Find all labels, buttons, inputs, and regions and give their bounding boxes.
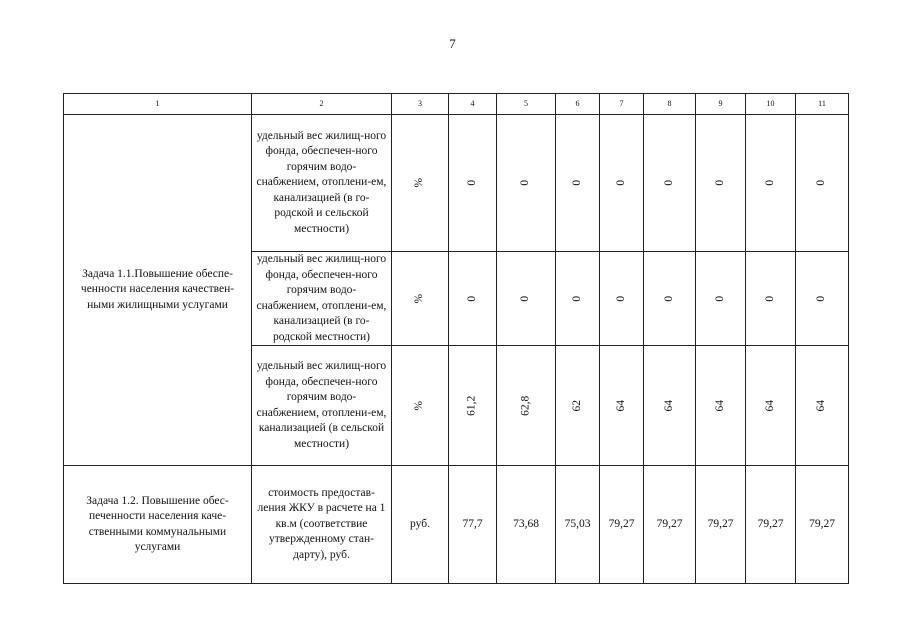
value-text: 0: [815, 295, 828, 302]
value-cell: 79,27: [696, 466, 746, 584]
value-cell: [796, 346, 849, 466]
value-text: 0: [815, 180, 828, 186]
value-cell: [746, 346, 796, 466]
value-cell: [644, 346, 696, 466]
value-cell: [497, 115, 556, 252]
value-cell: [449, 115, 497, 252]
header-cell: 4: [449, 94, 497, 115]
value-cell: [497, 252, 556, 346]
task-1-1-label: Задача 1.1.Повышение обеспе-ченности населения качествен-ными жилищными услугами: [64, 115, 252, 466]
unit-text: %: [413, 178, 426, 188]
value-text: 0: [519, 295, 532, 302]
value-text: 0: [662, 180, 675, 186]
unit-text: %: [413, 293, 426, 304]
value-cell: [449, 252, 497, 346]
value-cell: 79,27: [600, 466, 644, 584]
value-cell: [644, 115, 696, 252]
value-cell: 73,68: [497, 466, 556, 584]
value-cell: [696, 115, 746, 252]
value-cell: [796, 252, 849, 346]
value-text: 0: [519, 180, 532, 186]
value-text: 0: [614, 180, 627, 186]
header-cell: 10: [746, 94, 796, 115]
indicator-cell: удельный вес жилищ-ного фонда, обеспечен-ного горячим водо-снабжением, отоплени-ем, канализацией (в го-родской и сельской местности): [252, 115, 392, 252]
value-text: 61,2: [465, 395, 478, 416]
header-cell: 8: [644, 94, 696, 115]
value-cell: [746, 252, 796, 346]
table-row: [64, 466, 849, 584]
value-text: 64: [763, 399, 776, 412]
indicator-cell: удельный вес жилищ-ного фонда, обеспечен-ного горячим водо-снабжением, отоплени-ем, канализацией (в сельской местности): [252, 346, 392, 466]
value-cell: 79,27: [746, 466, 796, 584]
value-text: 0: [570, 295, 583, 302]
unit-cell: руб.: [392, 466, 449, 584]
value-text: 0: [763, 180, 776, 186]
value-cell: [600, 115, 644, 252]
value-text: 0: [570, 180, 583, 186]
value-cell: [696, 252, 746, 346]
value-cell: [796, 115, 849, 252]
value-text: 0: [713, 180, 726, 186]
value-text: 0: [465, 180, 478, 186]
value-cell: [497, 346, 556, 466]
header-cell: 11: [796, 94, 849, 115]
unit-cell: [392, 346, 449, 466]
header-cell: 2: [252, 94, 392, 115]
header-cell: 6: [556, 94, 600, 115]
value-text: 64: [713, 399, 726, 412]
value-cell: [696, 346, 746, 466]
value-cell: [600, 346, 644, 466]
value-text: 64: [662, 399, 675, 412]
header-cell: 7: [600, 94, 644, 115]
value-cell: 79,27: [796, 466, 849, 584]
value-cell: [600, 252, 644, 346]
value-cell: [556, 115, 600, 252]
value-text: 0: [662, 295, 675, 302]
indicator-cell: удельный вес жилищ-ного фонда, обеспечен-ного горячим водо-снабжением, отоплени-ем, канализацией (в го-родской местности): [252, 252, 392, 346]
table-row: [64, 115, 849, 252]
unit-cell: [392, 115, 449, 252]
header-row: [64, 94, 849, 115]
value-cell: [746, 115, 796, 252]
value-text: 0: [614, 295, 627, 302]
value-cell: [556, 346, 600, 466]
value-text: 0: [465, 295, 478, 302]
value-cell: 77,7: [449, 466, 497, 584]
value-text: 0: [713, 295, 726, 302]
indicator-cell: стоимость предостав-ления ЖКУ в расчете на 1 кв.м (соответствие утвержденному стан-дарту), руб.: [252, 466, 392, 584]
header-cell: 5: [497, 94, 556, 115]
value-text: 62: [570, 399, 583, 412]
value-text: 64: [614, 399, 627, 412]
header-cell: 3: [392, 94, 449, 115]
value-cell: 75,03: [556, 466, 600, 584]
unit-cell: [392, 252, 449, 346]
value-text: 0: [763, 295, 776, 302]
page-number: 7: [449, 36, 456, 51]
indicators-table: [63, 93, 849, 584]
header-cell: 1: [64, 94, 252, 115]
task-1-2-label: Задача 1.2. Повышение обес-печенности населения каче-ственными коммунальными услугами: [64, 466, 252, 584]
value-text: 64: [815, 399, 828, 412]
header-cell: 9: [696, 94, 746, 115]
value-cell: [644, 252, 696, 346]
value-cell: 79,27: [644, 466, 696, 584]
value-cell: [556, 252, 600, 346]
value-cell: [449, 346, 497, 466]
value-text: 62,8: [519, 395, 532, 416]
unit-text: %: [413, 400, 426, 411]
